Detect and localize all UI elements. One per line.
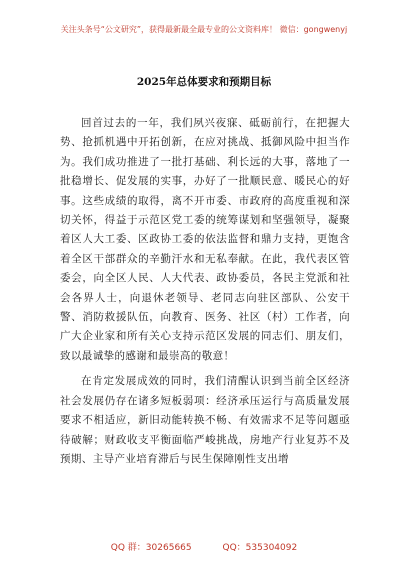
qq-number: QQ：535304092 <box>222 543 298 553</box>
document-body <box>60 114 350 469</box>
paragraph: 回首过去的一年，我们夙兴夜寐、砥砺前行，在把握大势、抢抓机遇中开拓创新，在应对挑战、抵御风险中担当作为。我们成功推进了一批打基础、利长远的大事，落地了一批稳增长、促发展的实事，办好了一批顺民意、暖民心的好事。这些成绩的取得，离不开市委、市政府的高度重视和深切关怀，得益于示范区党工委的统筹谋划和坚强领导，凝聚着区人大工委、区政协工委的依法监督和鼎力支持，更饱含着全区干部群众的辛勤汗水和无私奉献。在此，我代表区管委会，向全区人民、人大代表、政协委员，各民主党派和社会各界人士，向退休老领导、老同志向驻区部队、公安干警、消防救援队伍，向教育、医务、社区（村）工作者，向广大企业家和所有关心支持示范区发展的同志们、朋友们，致以最诚挚的感谢和最崇高的敬意！ <box>60 117 350 362</box>
paragraph: 在肯定发展成效的同时，我们清醒认识到当前全区经济社会发展仍存在诸多短板弱项：经济承压运行与高质量发展要求不相适应，新旧动能转换不畅、有效需求不足等问题亟待破解；财政收支平衡面临严峻挑战，房地产行业复苏不及预期、主导产业培育滞后与民生保障刚性支出增 <box>60 375 350 465</box>
document-title: 2025年总体要求和预期目标 <box>136 76 272 88</box>
qq-group-number: QQ 群：30265665 <box>110 543 192 553</box>
header-note: 关注头条号“公文研究”，获得最新最全最专业的公文资料库！ 微信：gongwenyj <box>60 25 348 34</box>
footer-contact <box>0 540 408 553</box>
